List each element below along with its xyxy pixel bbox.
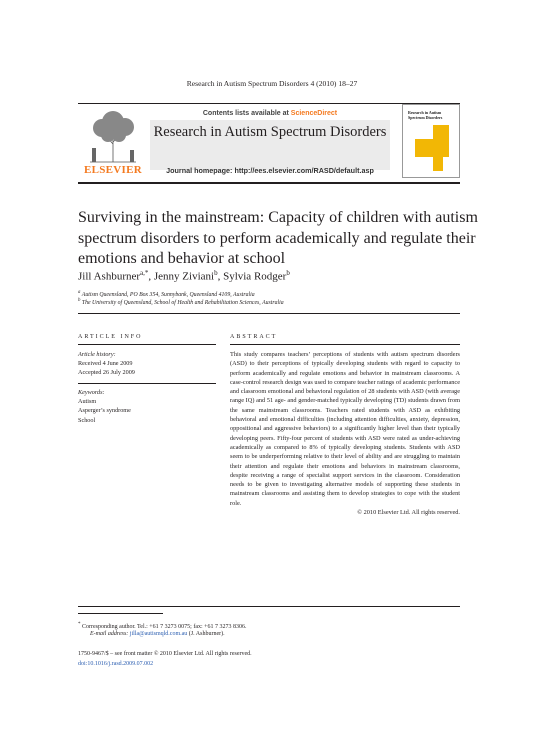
email-note [78, 630, 490, 640]
author-name: Sylvia Rodger [223, 270, 287, 283]
running-head: Research in Autism Spectrum Disorders 4 (2010) 18–27 [186, 79, 358, 88]
received-date: Received 4 June 2009 [78, 360, 133, 368]
keywords [78, 388, 218, 425]
copyright-notice: © 2010 Elsevier Ltd. All rights reserved. [357, 509, 460, 517]
journal-cover-thumbnail [402, 104, 460, 178]
article-info-heading: ARTICLE INFO [78, 334, 143, 340]
keyword: School [78, 416, 96, 424]
affiliation-text: Autism Queensland, PO Box 354, Sunnybank, Queensland 4109, Australia [81, 291, 255, 298]
homepage-url[interactable]: http://ees.elsevier.com/RASD/default.asp [234, 166, 374, 175]
keyword: Asperger’s syndrome [78, 407, 131, 415]
contents-line [150, 110, 390, 117]
author-name: Jenny Ziviani [153, 270, 215, 283]
author-affiliation-marker[interactable]: a,* [140, 269, 149, 277]
cover-block [433, 125, 449, 157]
abstract-heading: ABSTRACT [230, 334, 278, 340]
front-matter [78, 650, 478, 669]
article-info-divider [78, 383, 216, 384]
contents-prefix: Contents lists available at [202, 110, 291, 117]
author-name: Jill Ashburner [78, 270, 141, 283]
email-link[interactable]: jilla@autismqld.com.au [129, 631, 188, 637]
homepage-prefix: Journal homepage: [166, 166, 235, 175]
abstract-text: This study compares teachers’ perceptions of students with autism spectrum disorders (ASD) to their perceptions of typically developing students with regard to capacity to perform academically and regulate emotions and behavior in mainstream classrooms. A case-control research design was used to compare teacher ratings of academic performance and classroom emotional and behavioral regulation of 28 students with ASD (with average range IQ) and 51 age- and gender-matched typically developing (TD) students drawn from the same mainstream classrooms. Teachers rated students with ASD as exhibiting behavioral and emotional difficulties (including attention difficulties, anxiety, depression, oppositional and aggressive behaviors) to a significantly higher level than their typically developing peers. Fifty-four percent of students with ASD were rated as under-achieving academically as compared to 8% of typically developing students. Students with ASD seem to be underperforming relative to their level of ability and are struggling to maintain their attention and regulate their emotions and behaviors in mainstream classrooms, despite receiving a range of specialist support services in the classroom. Consideration needs to be given to investigating alternative models of supporting these students in mainstream classrooms and assisting them to develop strategies to cope with the student role. [230, 351, 460, 507]
author-affiliation-marker[interactable]: b [286, 269, 290, 277]
author-list: Jill Ashburner$^{a,*}$, Jenny Ziviani$^b$, Sylvia Rodger$^b$ [78, 269, 290, 283]
article-title: Surviving in the mainstream: Capacity of children with autism spectrum disorders to perform academically and regulate their emotions and behavior at school [78, 209, 478, 267]
article-info-rule [78, 344, 216, 345]
email-suffix: (J. Ashburner). [188, 631, 225, 637]
banner-bottom-rule [78, 182, 460, 184]
affiliation [78, 290, 478, 298]
abstract-rule [230, 344, 460, 345]
corresponding-text: Corresponding author. Tel.: +61 7 3273 0075; fax: +61 7 3273 8306. [82, 624, 247, 630]
journal-homepage [150, 166, 390, 175]
author-affiliation-marker[interactable]: b [214, 269, 218, 277]
footnote-rule [78, 613, 163, 614]
doi-link[interactable]: doi:10.1016/j.rasd.2009.07.002 [78, 660, 154, 667]
cover-block [433, 157, 443, 171]
history-label: Article history: [78, 351, 116, 358]
keyword: Autism [78, 398, 97, 406]
abstract [230, 350, 460, 517]
journal-title: Research in Autism Spectrum Disorders [153, 124, 387, 140]
affiliation-marker: a [78, 290, 81, 295]
footer-rule [78, 606, 460, 607]
affiliation-marker: b [78, 298, 81, 303]
issn-line: 1750-9467/$ – see front matter © 2010 Elsevier Ltd. All rights reserved. [78, 651, 252, 657]
footnote-marker: * [78, 622, 81, 627]
sciencedirect-link[interactable]: ScienceDirect [290, 110, 338, 117]
article-history [78, 350, 218, 378]
email-label: E-mail address: [90, 631, 129, 637]
keywords-label: Keywords: [78, 389, 105, 396]
cover-block [415, 139, 433, 157]
cover-title: Research in Autism Spectrum Disorders [408, 110, 443, 120]
elsevier-tree-logo [82, 108, 144, 164]
elsevier-wordmark: ELSEVIER [83, 164, 143, 176]
section-rule [78, 313, 460, 314]
accepted-date: Accepted 26 July 2009 [78, 369, 135, 377]
affiliation-text: The University of Queensland, School of Health and Rehabilitation Sciences, Australia [81, 299, 284, 306]
affiliation [78, 298, 478, 306]
